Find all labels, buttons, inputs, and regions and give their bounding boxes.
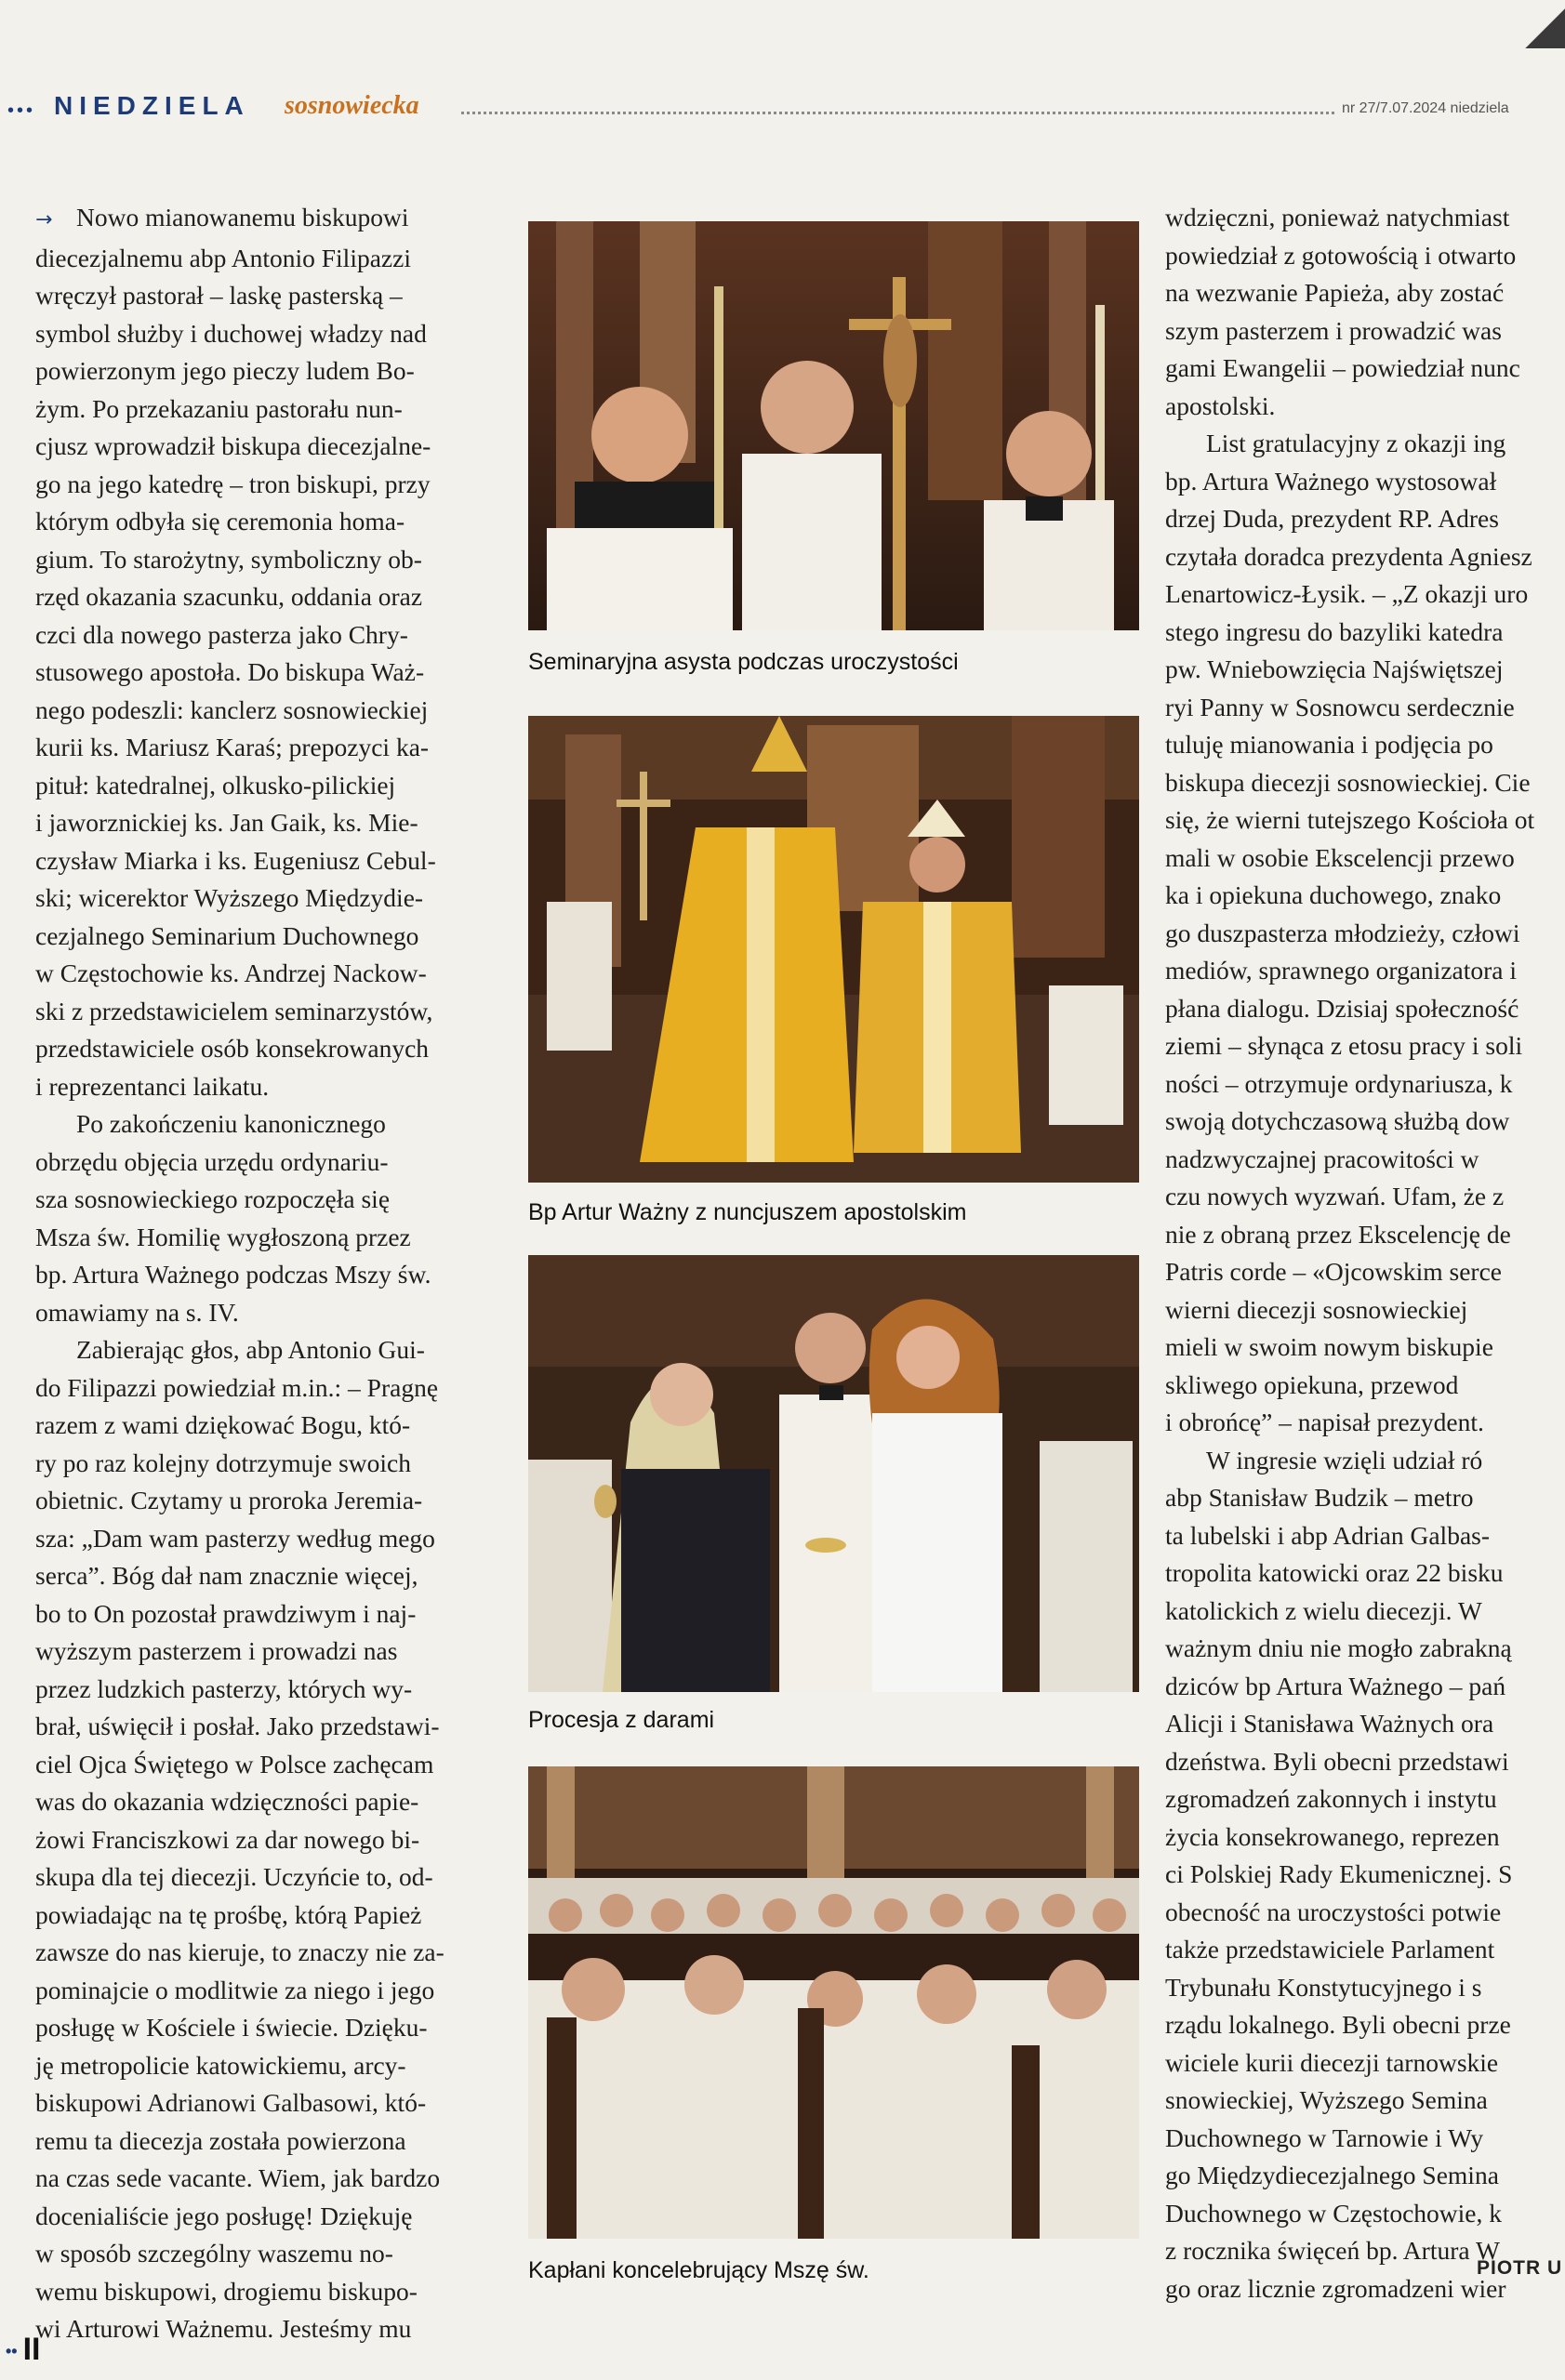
text-line: diecezjalnemu abp Antonio Filipazzi xyxy=(35,243,411,272)
text-line: ciel Ojca Świętego w Polsce zachęcam xyxy=(35,1749,434,1778)
text-line: biskupowi Adrianowi Galbasowi, któ- xyxy=(35,2088,427,2117)
text-line: z rocznika święceń bp. Artura W xyxy=(1165,2236,1500,2265)
text-line: i jaworznickiej ks. Jan Gaik, ks. Mie- xyxy=(35,808,418,837)
text-line: ję metropolicie katowickiemu, arcy- xyxy=(35,2050,406,2080)
text-line: bp. Artura Ważnego wystosował xyxy=(1165,466,1497,496)
text-line: snowieckiej, Wyższego Semina xyxy=(1165,2085,1488,2114)
text-line: docenialiście jego posługę! Dziękuję xyxy=(35,2201,413,2230)
text-line: rzęd okazania szacunku, oddania oraz xyxy=(35,582,423,611)
page-number: II xyxy=(22,2332,41,2367)
text-line: życia konsekrowanego, reprezen xyxy=(1165,1821,1500,1851)
text-line: ski z przedstawicielem seminarzystów, xyxy=(35,996,433,1025)
text-line: mieli w swoim nowym biskupie xyxy=(1165,1332,1493,1361)
photo-seminary-assist xyxy=(528,221,1139,630)
text-line: czytała doradca prezydenta Agniesz xyxy=(1165,541,1532,571)
header-dots: ••• xyxy=(7,100,36,121)
text-line: powiedział z gotowością i otwarto xyxy=(1165,240,1517,270)
header-rule xyxy=(461,112,1334,114)
text-line: posługę w Kościele i świecie. Dzięku- xyxy=(35,2013,428,2042)
text-line: Patris corde – «Ojcowskim serce xyxy=(1165,1257,1502,1286)
text-line: żym. Po przekazaniu pastorału nun- xyxy=(35,393,403,423)
text-line: ski; wicerektor Wyższego Międzydie- xyxy=(35,883,424,912)
text-line: nie z obraną przez Ekscelencję de xyxy=(1165,1219,1511,1249)
text-line: bp. Artura Ważnego podczas Mszy św. xyxy=(35,1260,431,1289)
text-line: wdzięczni, ponieważ natychmiast xyxy=(1165,203,1510,231)
text-line: ci Polskiej Rady Ekumenicznej. S xyxy=(1165,1859,1513,1888)
text-line: abp Stanisław Budzik – metro xyxy=(1165,1483,1474,1512)
text-line: powiadając na tę prośbę, którą Papież xyxy=(35,1899,422,1929)
text-line: Msza św. Homilię wygłoszoną przez xyxy=(35,1222,411,1251)
text-line: go oraz licznie zgromadzeni wier xyxy=(1165,2273,1506,2303)
text-line: nego podeszli: kanclerz sosnowieckiej xyxy=(35,694,429,724)
text-line: rządu lokalnego. Byli obecni prze xyxy=(1165,2010,1511,2039)
text-line: sza sosnowieckiego rozpoczęła się xyxy=(35,1184,391,1213)
text-line: przez ludzkich pasterzy, których wy- xyxy=(35,1673,413,1703)
text-line: swoją dotychczasową służbą dow xyxy=(1165,1106,1510,1135)
text-line: gami Ewangelii – powiedział nunc xyxy=(1165,353,1520,382)
photo-bishop-with-nuncio xyxy=(528,716,1139,1183)
text-line: apostolski. xyxy=(1165,390,1276,420)
text-line: ważnym dniu nie mogło zabrakną xyxy=(1165,1633,1512,1662)
text-line: dziców bp Artura Ważnego – pań xyxy=(1165,1671,1506,1700)
photo-caption: Bp Artur Ważny z nuncjuszem apostolskim xyxy=(528,1199,967,1225)
text-line: W ingresie wzięli udział ró xyxy=(1206,1445,1483,1474)
text-line: ta lubelski i abp Adrian Galbas- xyxy=(1165,1520,1491,1550)
text-line: ryi Panny w Sosnowcu serdecznie xyxy=(1165,692,1515,721)
text-line: drzej Duda, prezydent RP. Adres xyxy=(1165,504,1499,533)
text-line: stusowego apostoła. Do biskupa Waż- xyxy=(35,657,425,686)
photo-caption: Seminaryjna asysta podczas uroczystości xyxy=(528,649,959,675)
text-line-content: Nowo mianowanemu biskupowi xyxy=(76,203,409,231)
text-line: cjusz wprowadził biskupa diecezjalne- xyxy=(35,431,431,460)
corner-marker xyxy=(1524,0,1565,48)
text-line: go Międzydiecezjalnego Semina xyxy=(1165,2161,1499,2189)
text-line: czci dla nowego pasterza jako Chry- xyxy=(35,619,408,649)
text-line: wręczył pastorał – laskę pasterską – xyxy=(35,281,403,310)
page-header xyxy=(0,89,1565,130)
footer-dots: •• xyxy=(6,2341,18,2360)
text-line: Alicji i Stanisława Ważnych ora xyxy=(1165,1709,1494,1738)
text-line: pw. Wniebowzięcia Najświętszej xyxy=(1165,654,1504,683)
text-line: ka i opiekuna duchowego, znako xyxy=(1165,880,1502,909)
text-line: Duchownego w Tarnowie i Wy xyxy=(1165,2122,1484,2152)
text-line: ności – otrzymuje ordynariusza, k xyxy=(1165,1068,1513,1098)
text-line: i obrońcę” – napisał prezydent. xyxy=(1165,1408,1484,1436)
text-line: powierzonym jego pieczy ludem Bo- xyxy=(35,356,415,385)
text-line: tuluję mianowania i podjęcia po xyxy=(1165,730,1493,759)
text-line: sza: „Dam wam pasterzy według mego xyxy=(35,1523,435,1553)
article-right-column xyxy=(1165,199,1565,2307)
arrow-right-icon: → xyxy=(35,208,53,231)
page-footer xyxy=(6,2332,41,2368)
header-brand: NIEDZIELA xyxy=(54,91,250,120)
text-line: Zabierając głos, abp Antonio Gui- xyxy=(76,1335,425,1364)
text-line: ry po raz kolejny dotrzymuje swoich xyxy=(35,1448,411,1477)
text-line: Po zakończeniu kanonicznego xyxy=(76,1109,386,1138)
text-line: do Filipazzi powiedział m.in.: – Pragnę xyxy=(35,1372,439,1402)
text-line: pominajcie o modlitwie za niego i jego xyxy=(35,1975,435,2004)
text-line: serca”. Bóg dał nam znacznie więcej, xyxy=(35,1561,418,1590)
photo-offertory-procession xyxy=(528,1255,1139,1692)
text-line: skupa dla tej diecezji. Uczyńcie to, od- xyxy=(35,1862,433,1891)
text-line: zawsze do nas kieruje, to znaczy nie za- xyxy=(35,1937,444,1966)
text-line: także przedstawiciele Parlament xyxy=(1165,1935,1495,1964)
text-line: bo to On pozostał prawdziwym i naj- xyxy=(35,1598,417,1628)
text-line: obrzędu objęcia urzędu ordynariu- xyxy=(35,1146,389,1176)
text-line: remu ta diecezja została powierzona xyxy=(35,2125,406,2155)
text-line: obecność na uroczystości potwie xyxy=(1165,1897,1502,1926)
text-line: skliwego opiekuna, przewod xyxy=(1165,1369,1459,1399)
text-line: brał, uświęcił i posłał. Jako przedstawi- xyxy=(35,1712,440,1740)
text-line: katolickich z wielu diecezji. W xyxy=(1165,1595,1482,1625)
issue-number: nr 27/7.07.2024 niedziela xyxy=(1342,100,1509,116)
text-line: którym odbyła się ceremonia homa- xyxy=(35,507,405,536)
author-signature: PIOTR U xyxy=(1477,2257,1563,2279)
text-line: Duchownego w Częstochowie, k xyxy=(1165,2198,1502,2228)
text-line: stego ingresu do bazyliki katedra xyxy=(1165,616,1504,646)
text-line: obietnic. Czytamy u proroka Jeremia- xyxy=(35,1486,423,1514)
text-line: przedstawiciele osób konsekrowanych xyxy=(35,1034,430,1063)
text-line: symbol służby i duchowej władzy nad xyxy=(35,318,427,348)
text-line xyxy=(35,199,493,240)
photo-concelebrating-priests xyxy=(528,1766,1139,2239)
text-line: nadzwyczajnej pracowitości w xyxy=(1165,1144,1479,1173)
text-line: Lenartowicz-Łysik. – „Z okazji uro xyxy=(1165,579,1529,608)
text-line: mali w osobie Ekscelencji przewo xyxy=(1165,842,1515,872)
text-line: na czas sede vacante. Wiem, jak bardzo xyxy=(35,2163,441,2192)
text-line: w sposób szczególny waszemu no- xyxy=(35,2239,393,2268)
text-line: pituł: katedralnej, olkusko-pilickiej xyxy=(35,770,396,800)
text-line: List gratulacyjny z okazji ing xyxy=(1206,429,1506,457)
text-line: wierni diecezji sosnowieckiej xyxy=(1165,1294,1468,1324)
text-line: szym pasterzem i prowadzić was xyxy=(1165,315,1502,345)
photo-caption: Procesja z darami xyxy=(528,1707,715,1733)
text-line: się, że wierni tutejszego Kościoła ot xyxy=(1165,805,1535,834)
text-line: kurii ks. Mariusz Karaś; prepozyci ka- xyxy=(35,733,430,761)
text-line: i reprezentanci laikatu. xyxy=(35,1071,270,1101)
text-line: omawiamy na s. IV. xyxy=(35,1297,239,1327)
text-line: wiciele kurii diecezji tarnowskie xyxy=(1165,2047,1499,2077)
text-line: Trybunału Konstytucyjnego i s xyxy=(1165,1972,1482,2002)
text-line: go na jego katedrę – tron biskupi, przy xyxy=(35,469,431,498)
text-line: czysław Miarka i ks. Eugeniusz Cebul- xyxy=(35,845,436,875)
text-line: wyższym pasterzem i prowadzi nas xyxy=(35,1636,398,1665)
article-left-column xyxy=(35,199,493,2348)
text-line: dzeństwa. Byli obecni przedstawi xyxy=(1165,1746,1509,1776)
header-subtitle: sosnowiecka xyxy=(285,91,419,120)
text-line: ziemi – słynąca z etosu pracy i soli xyxy=(1165,1031,1523,1060)
text-line: wi Arturowi Ważnemu. Jesteśmy mu xyxy=(35,2314,412,2343)
photo-caption: Kapłani koncelebrujący Mszę św. xyxy=(528,2257,869,2283)
text-line: tropolita katowicki oraz 22 bisku xyxy=(1165,1558,1504,1587)
text-line: w Częstochowie ks. Andrzej Nackow- xyxy=(35,959,427,987)
text-line: mediów, sprawnego organizatora i xyxy=(1165,956,1518,985)
text-line: go duszpasterza młodzieży, człowi xyxy=(1165,918,1520,947)
text-line: żowi Franciszkowi za dar nowego bi- xyxy=(35,1824,420,1854)
text-line: razem z wami dziękować Bogu, któ- xyxy=(35,1410,411,1439)
text-line: czu nowych wyzwań. Ufam, że z xyxy=(1165,1182,1505,1210)
text-line: was do okazania wdzięczności papie- xyxy=(35,1787,419,1816)
text-line: biskupa diecezji sosnowieckiej. Cie xyxy=(1165,767,1531,797)
text-line: płana dialogu. Dzisiaj społeczność xyxy=(1165,993,1519,1023)
text-line: zgromadzeń zakonnych i instytu xyxy=(1165,1784,1497,1813)
text-line: gium. To starożytny, symboliczny ob- xyxy=(35,544,422,574)
text-line: na wezwanie Papieża, aby zostać xyxy=(1165,278,1505,307)
text-line: cezjalnego Seminarium Duchownego xyxy=(35,920,419,950)
text-line: wemu biskupowi, drogiemu biskupo- xyxy=(35,2276,418,2306)
